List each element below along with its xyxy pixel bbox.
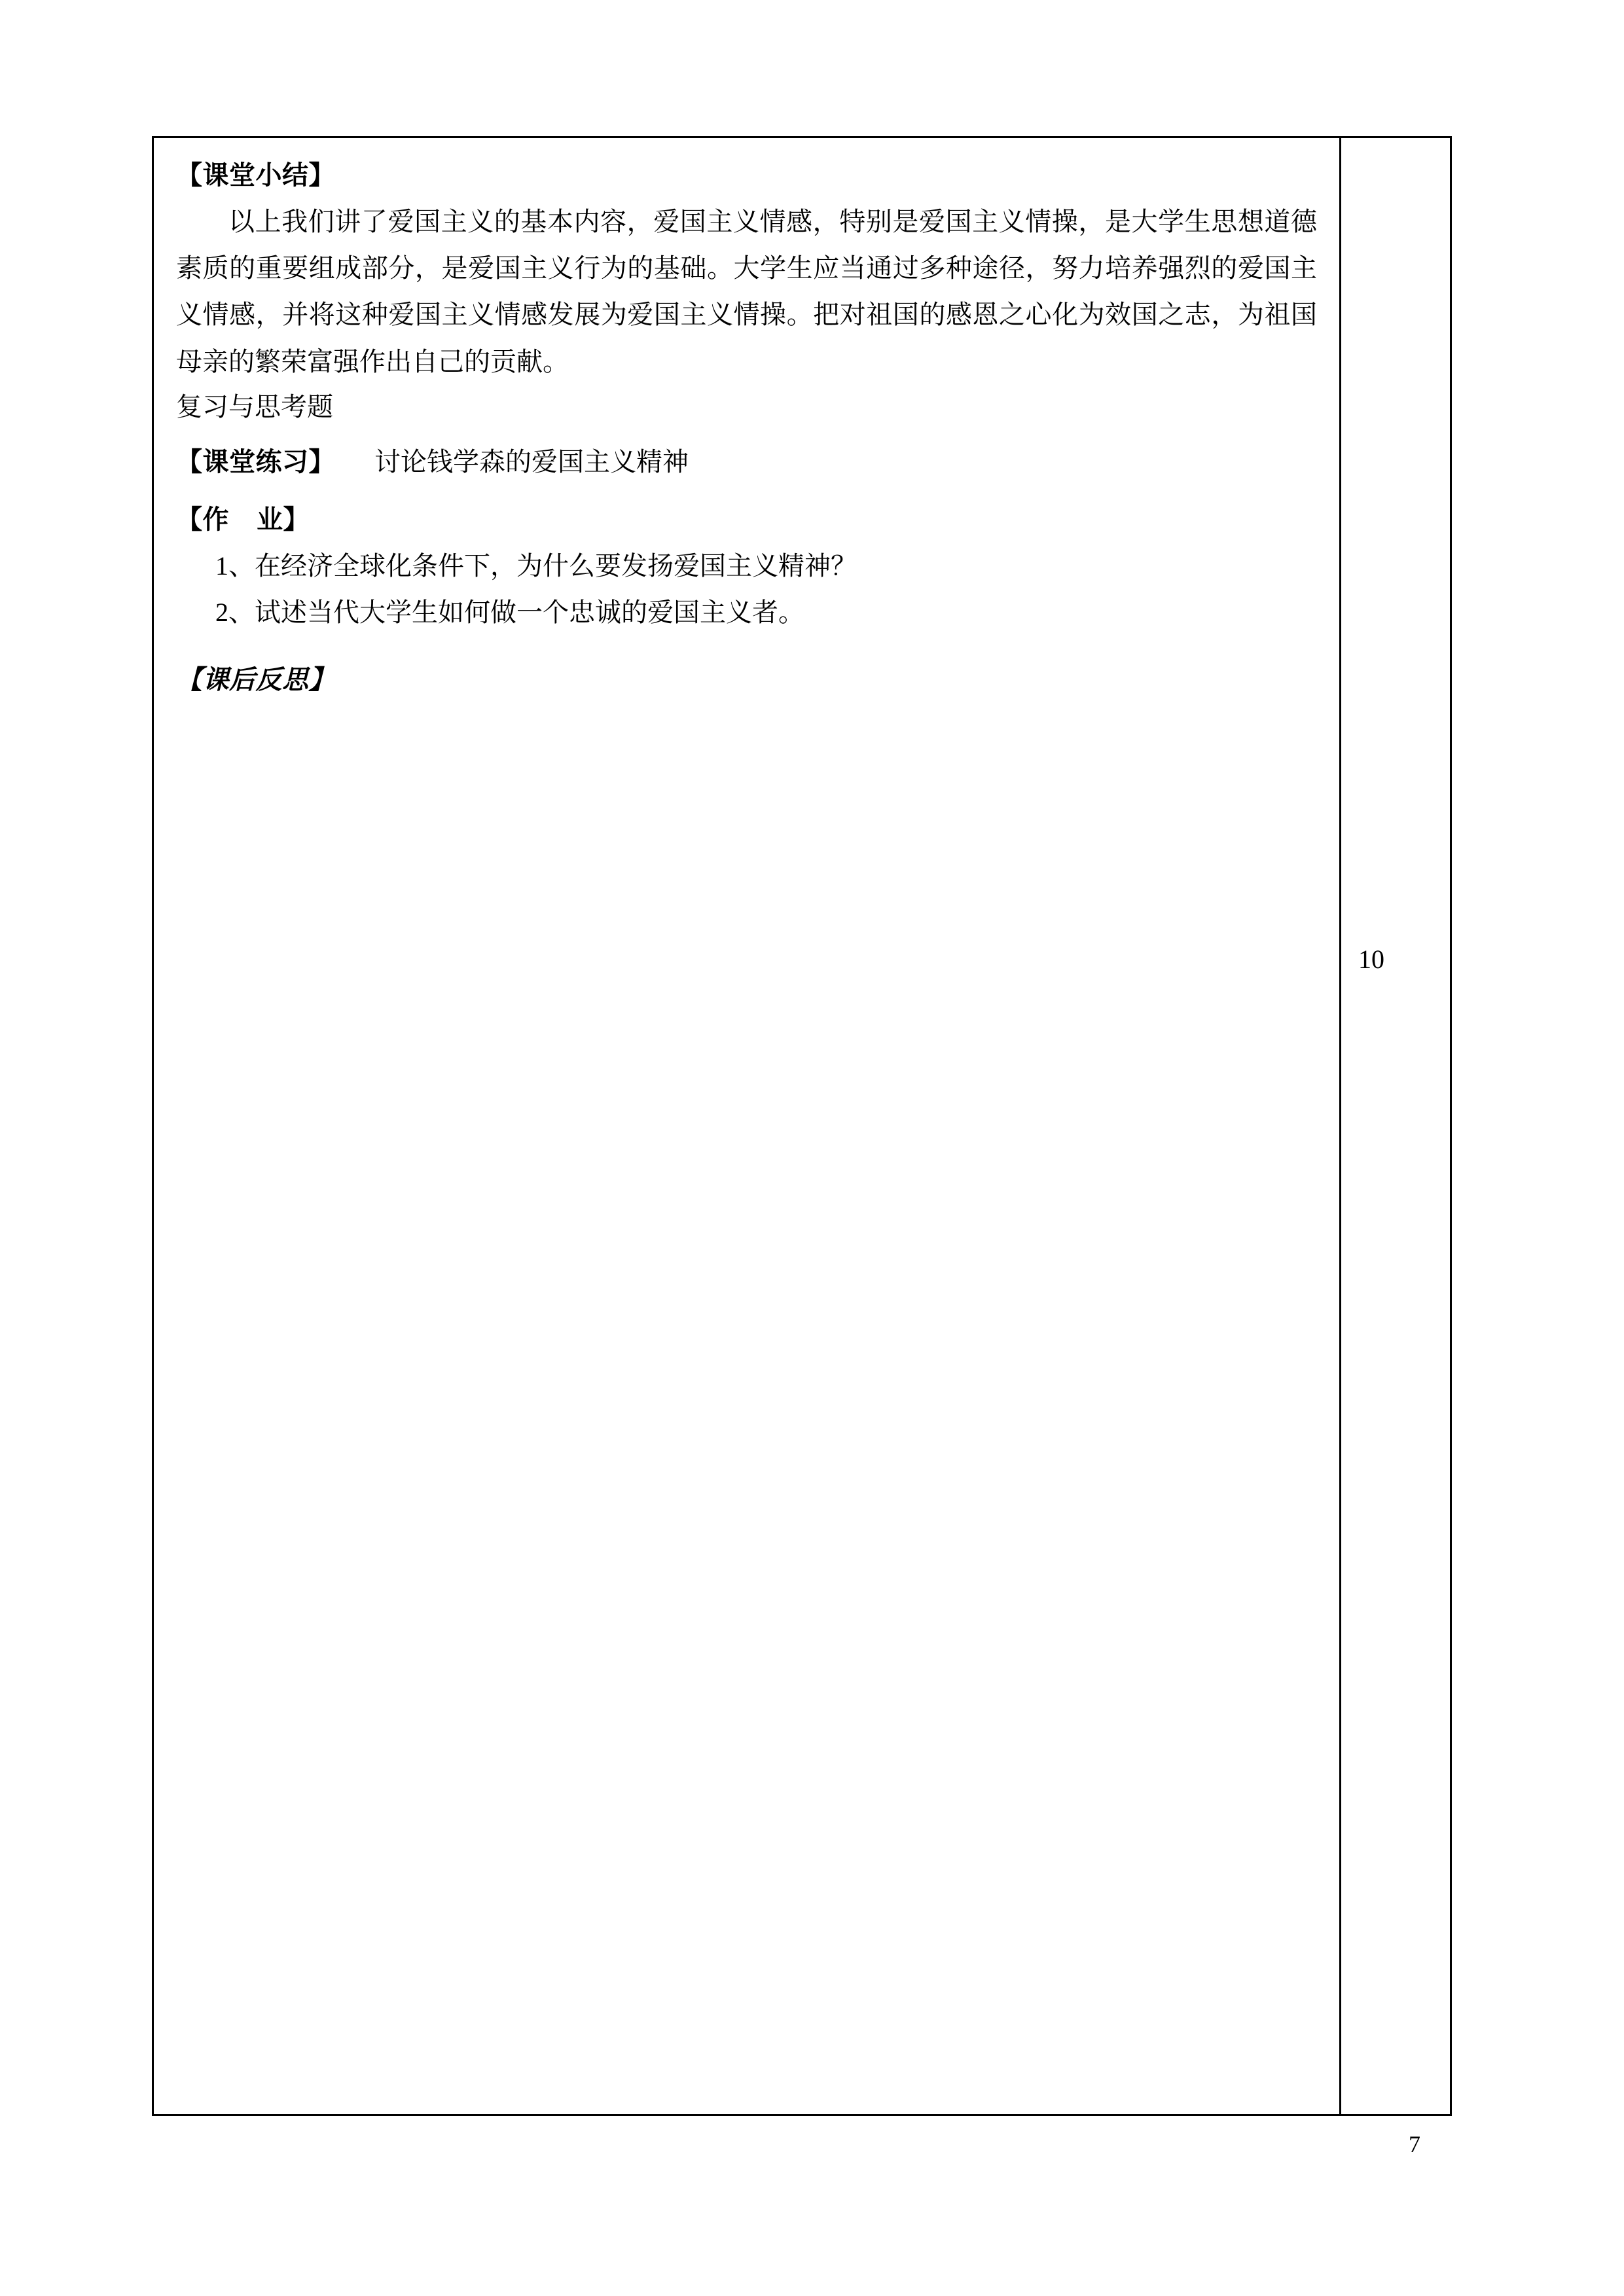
practice-text: 讨论钱学森的爱国主义精神	[374, 446, 689, 476]
practice-heading: 【课堂练习】	[176, 446, 335, 476]
summary-paragraph: 以上我们讲了爱国主义的基本内容，爱国主义情感，特别是爱国主义情操，是大学生思想道德素质的重要组成部分，是爱国主义行为的基础。大学生应当通过多种途径，努力培养强烈的爱国主义情感，并将这种爱国主义情感发展为爱国主义情操。把对祖国的感恩之心化为效国之志，为祖国母亲的繁荣富强作出自己的贡献。	[176, 207, 1317, 376]
practice-row	[176, 439, 1317, 485]
lesson-plan-table	[152, 136, 1452, 2116]
content-blank-area	[176, 702, 1317, 742]
assignment-heading: 【作 业】	[176, 504, 310, 534]
page-number: 7	[1409, 2131, 1420, 2157]
review-questions-line: 复习与思考题	[176, 391, 333, 422]
time-allocation-value: 10	[1358, 944, 1384, 974]
table-cell-time-column	[1341, 138, 1450, 2114]
assignment-item-2: 2、试述当代大学生如何做一个忠诚的爱国主义者。	[215, 597, 804, 627]
reflection-heading: 【课后反思】	[176, 664, 335, 694]
assignment-item-1: 1、在经济全球化条件下，为什么要发扬爱国主义精神？	[215, 550, 857, 581]
table-cell-content	[154, 138, 1341, 2114]
summary-heading: 【课堂小结】	[176, 160, 335, 190]
